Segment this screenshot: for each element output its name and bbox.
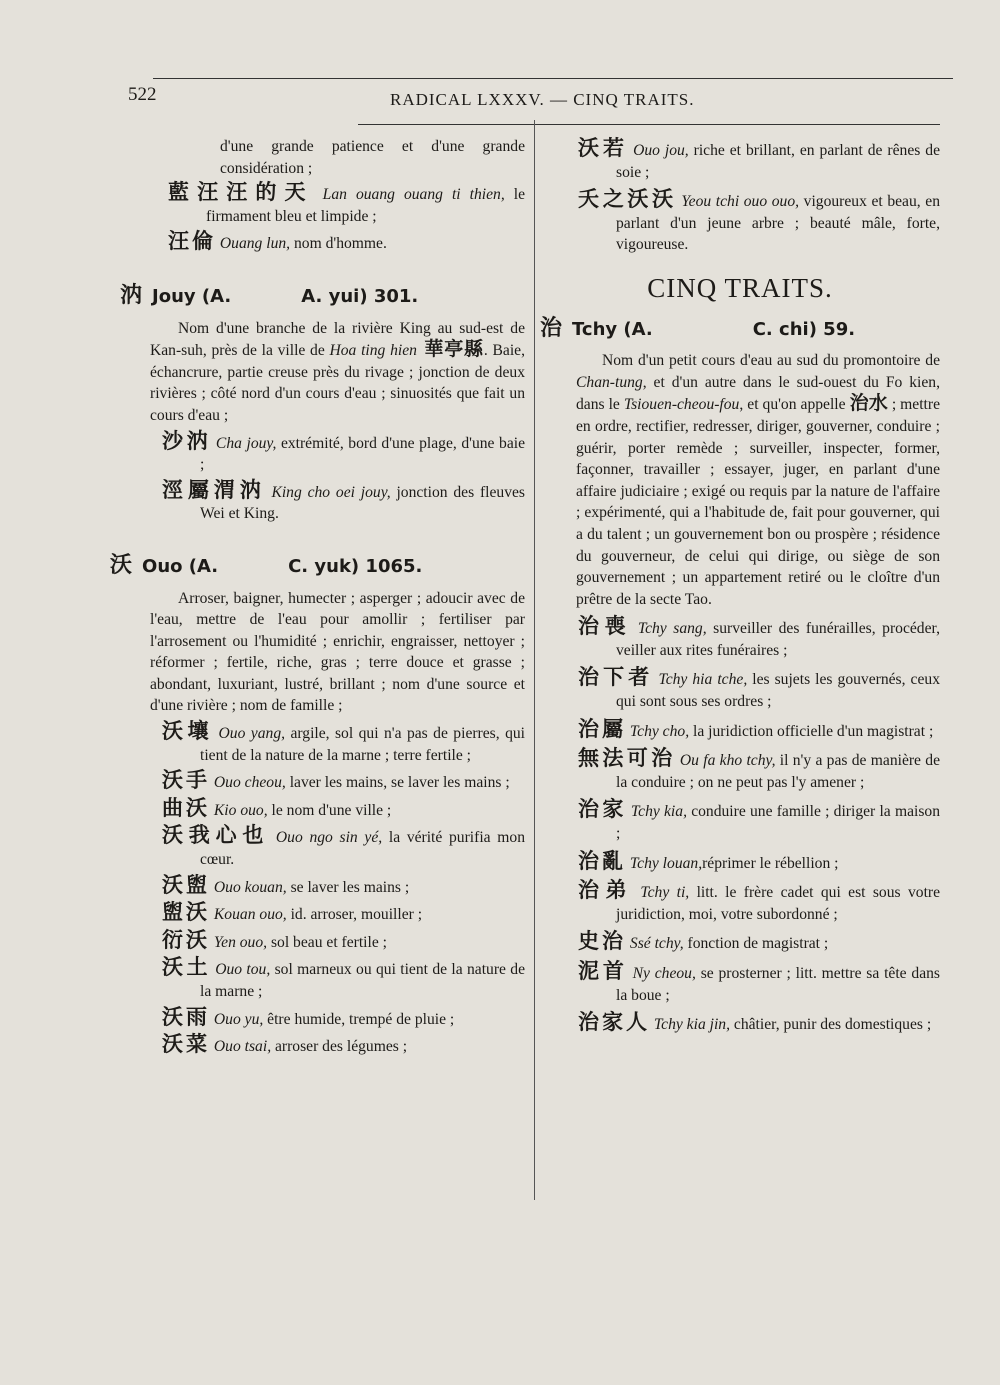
entry: 沃手 Ouo cheou, laver les mains, se laver les mains ; (162, 768, 510, 793)
headword-jouy: 汭 Jouy (A. A. yui) 301. (120, 282, 419, 308)
entry: 沃若 Ouo jou, riche et brillant, en parlant de rênes de soie ; (578, 136, 941, 181)
page-number: 522 (128, 84, 157, 105)
entry: 夭之沃沃 Yeou tchi ouo ouo, vigoureux et beau, en parlant d'un jeune arbre ; beauté mâle, forte, vigoureuse. (578, 187, 940, 254)
page-header (128, 78, 940, 126)
entry: 衍沃 Yen ouo, sol beau et fertile ; (162, 927, 388, 952)
entry: 治弟 Tchy ti, litt. le frère cadet qui est sous votre juridiction, moi, votre subordonné ; (578, 878, 941, 923)
entry: 泥首 Ny cheou, se prosterner ; litt. mettre sa tête dans la boue ; (578, 959, 940, 1004)
header-rule-bottom (358, 124, 940, 125)
headword-tchy: 治 Tchy (A. C. chi) 59. (540, 315, 856, 341)
headword-ouo: 沃 Ouo (A. C. yuk) 1065. (110, 552, 423, 578)
entry: 沃壤 Ouo yang, argile, sol qui n'a pas de pierres, qui tient de la nature de la marne ; terre fertile ; (162, 719, 525, 764)
entry: 治下者 Tchy hia tche, les sujets les gouvernés, ceux qui sont sous ses ordres ; (578, 665, 940, 711)
entry: 涇屬渭汭 King cho oei jouy, jonction des fleuves Wei et King. (162, 477, 525, 523)
running-title: RADICAL LXXXV. — CINQ TRAITS. (390, 90, 695, 109)
entry: 盥沃 Kouan ouo, id. arroser, mouiller ; (162, 900, 423, 925)
entry: 無法可治 Ou fa kho tchy, il n'y a pas de manière de la conduire ; on ne peut pas l'y amener ; (578, 746, 940, 791)
definition-paragraph: Nom d'une branche de la rivière King au sud-est de Kan-suh, près de la ville de Hoa ting hien 華亭縣. Baie, échancrure, partie creuse près du rivage ; jonction de deux rivières ; côté nord d'un cours d'eau ; sinuosités que fait un cours d'eau ; (150, 319, 525, 424)
definition-paragraph: Nom d'un petit cours d'eau au sud du promontoire de Chan-tung, et d'un autre dans le sud-ouest du Fo kien, dans le Tsiouen-cheou-fou, et qu'on appelle 治水 ; mettre en ordre, rectifier, redresser, diriger, gouverner, conduire ; guérir, porter remède ; surveiller, inspecter, former, façonner, travailler ; essayer, juger, en parlant d'une affaire judiciaire ; exigé ou requis par la nature de l'affaire ; expérimenté, qui a l'habitude de, fait pour gouverner, qui a du talent ; un gouvernement bon ou prospère ; résidence du gouverneur, de celui qui dirige, ou siège de son gouvernement ; un appartement retiré ou le cloître d'un prêtre de la secte Tao. (576, 352, 940, 608)
entry: 治屬 Tchy cho, la juridiction officielle d'un magistrat ; (578, 716, 934, 741)
continuation-text: d'une grande patience et d'une grande considération ; (220, 138, 525, 177)
entry: 沃雨 Ouo yu, être humide, trempé de pluie ; (162, 1004, 455, 1029)
entry: 治家 Tchy kia, conduire une famille ; diriger la maison ; (578, 797, 941, 843)
entry: 史治 Ssé tchy, fonction de magistrat ; (578, 929, 829, 954)
entry: 治家人 Tchy kia jin, châtier, punir des domestiques ; (578, 1010, 932, 1035)
entry: 沙汭 Cha jouy, extrémité, bord d'une plage, d'une baie ; (162, 428, 526, 474)
section-title: CINQ TRAITS. (647, 272, 833, 303)
entry: 治喪 Tchy sang, surveiller des funérailles, procéder, veiller aux rites funéraires ; (578, 614, 940, 659)
entry: 沃我心也 Ouo ngo sin yé, la vérité purifia mon cœur. (162, 823, 525, 869)
left-column (110, 136, 526, 1062)
entry: 治亂 Tchy louan,réprimer le rébellion ; (578, 848, 839, 873)
right-column (540, 136, 940, 1042)
entry: 藍汪汪的天 Lan ouang ouang ti thien, le firmament bleu et limpide ; (168, 180, 526, 225)
column-divider (534, 120, 535, 1200)
entry: 沃土 Ouo tou, sol marneux ou qui tient de la nature de la marne ; (162, 955, 525, 1000)
entry: 曲沃 Kio ouo, le nom d'une ville ; (162, 795, 392, 820)
entry: 沃盥 Ouo kouan, se laver les mains ; (162, 872, 410, 897)
definition-paragraph: Arroser, baigner, humecter ; asperger ; adoucir avec de l'eau, mettre de l'eau pour amollir ; fertiliser par l'arrosement ou l'humidité ; enrichir, engraisser, nettoyer ; réformer ; fertile, riche, gras ; terre douce et grasse ; abondant, luxuriant, lustré, brillant ; nom d'une source et d'une rivière ; nom de famille ; (150, 589, 525, 715)
entry: 沃菜 Ouo tsai, arroser des légumes ; (162, 1032, 408, 1057)
entry: 汪倫 Ouang lun, nom d'homme. (168, 229, 387, 254)
header-rule-top (153, 78, 953, 79)
